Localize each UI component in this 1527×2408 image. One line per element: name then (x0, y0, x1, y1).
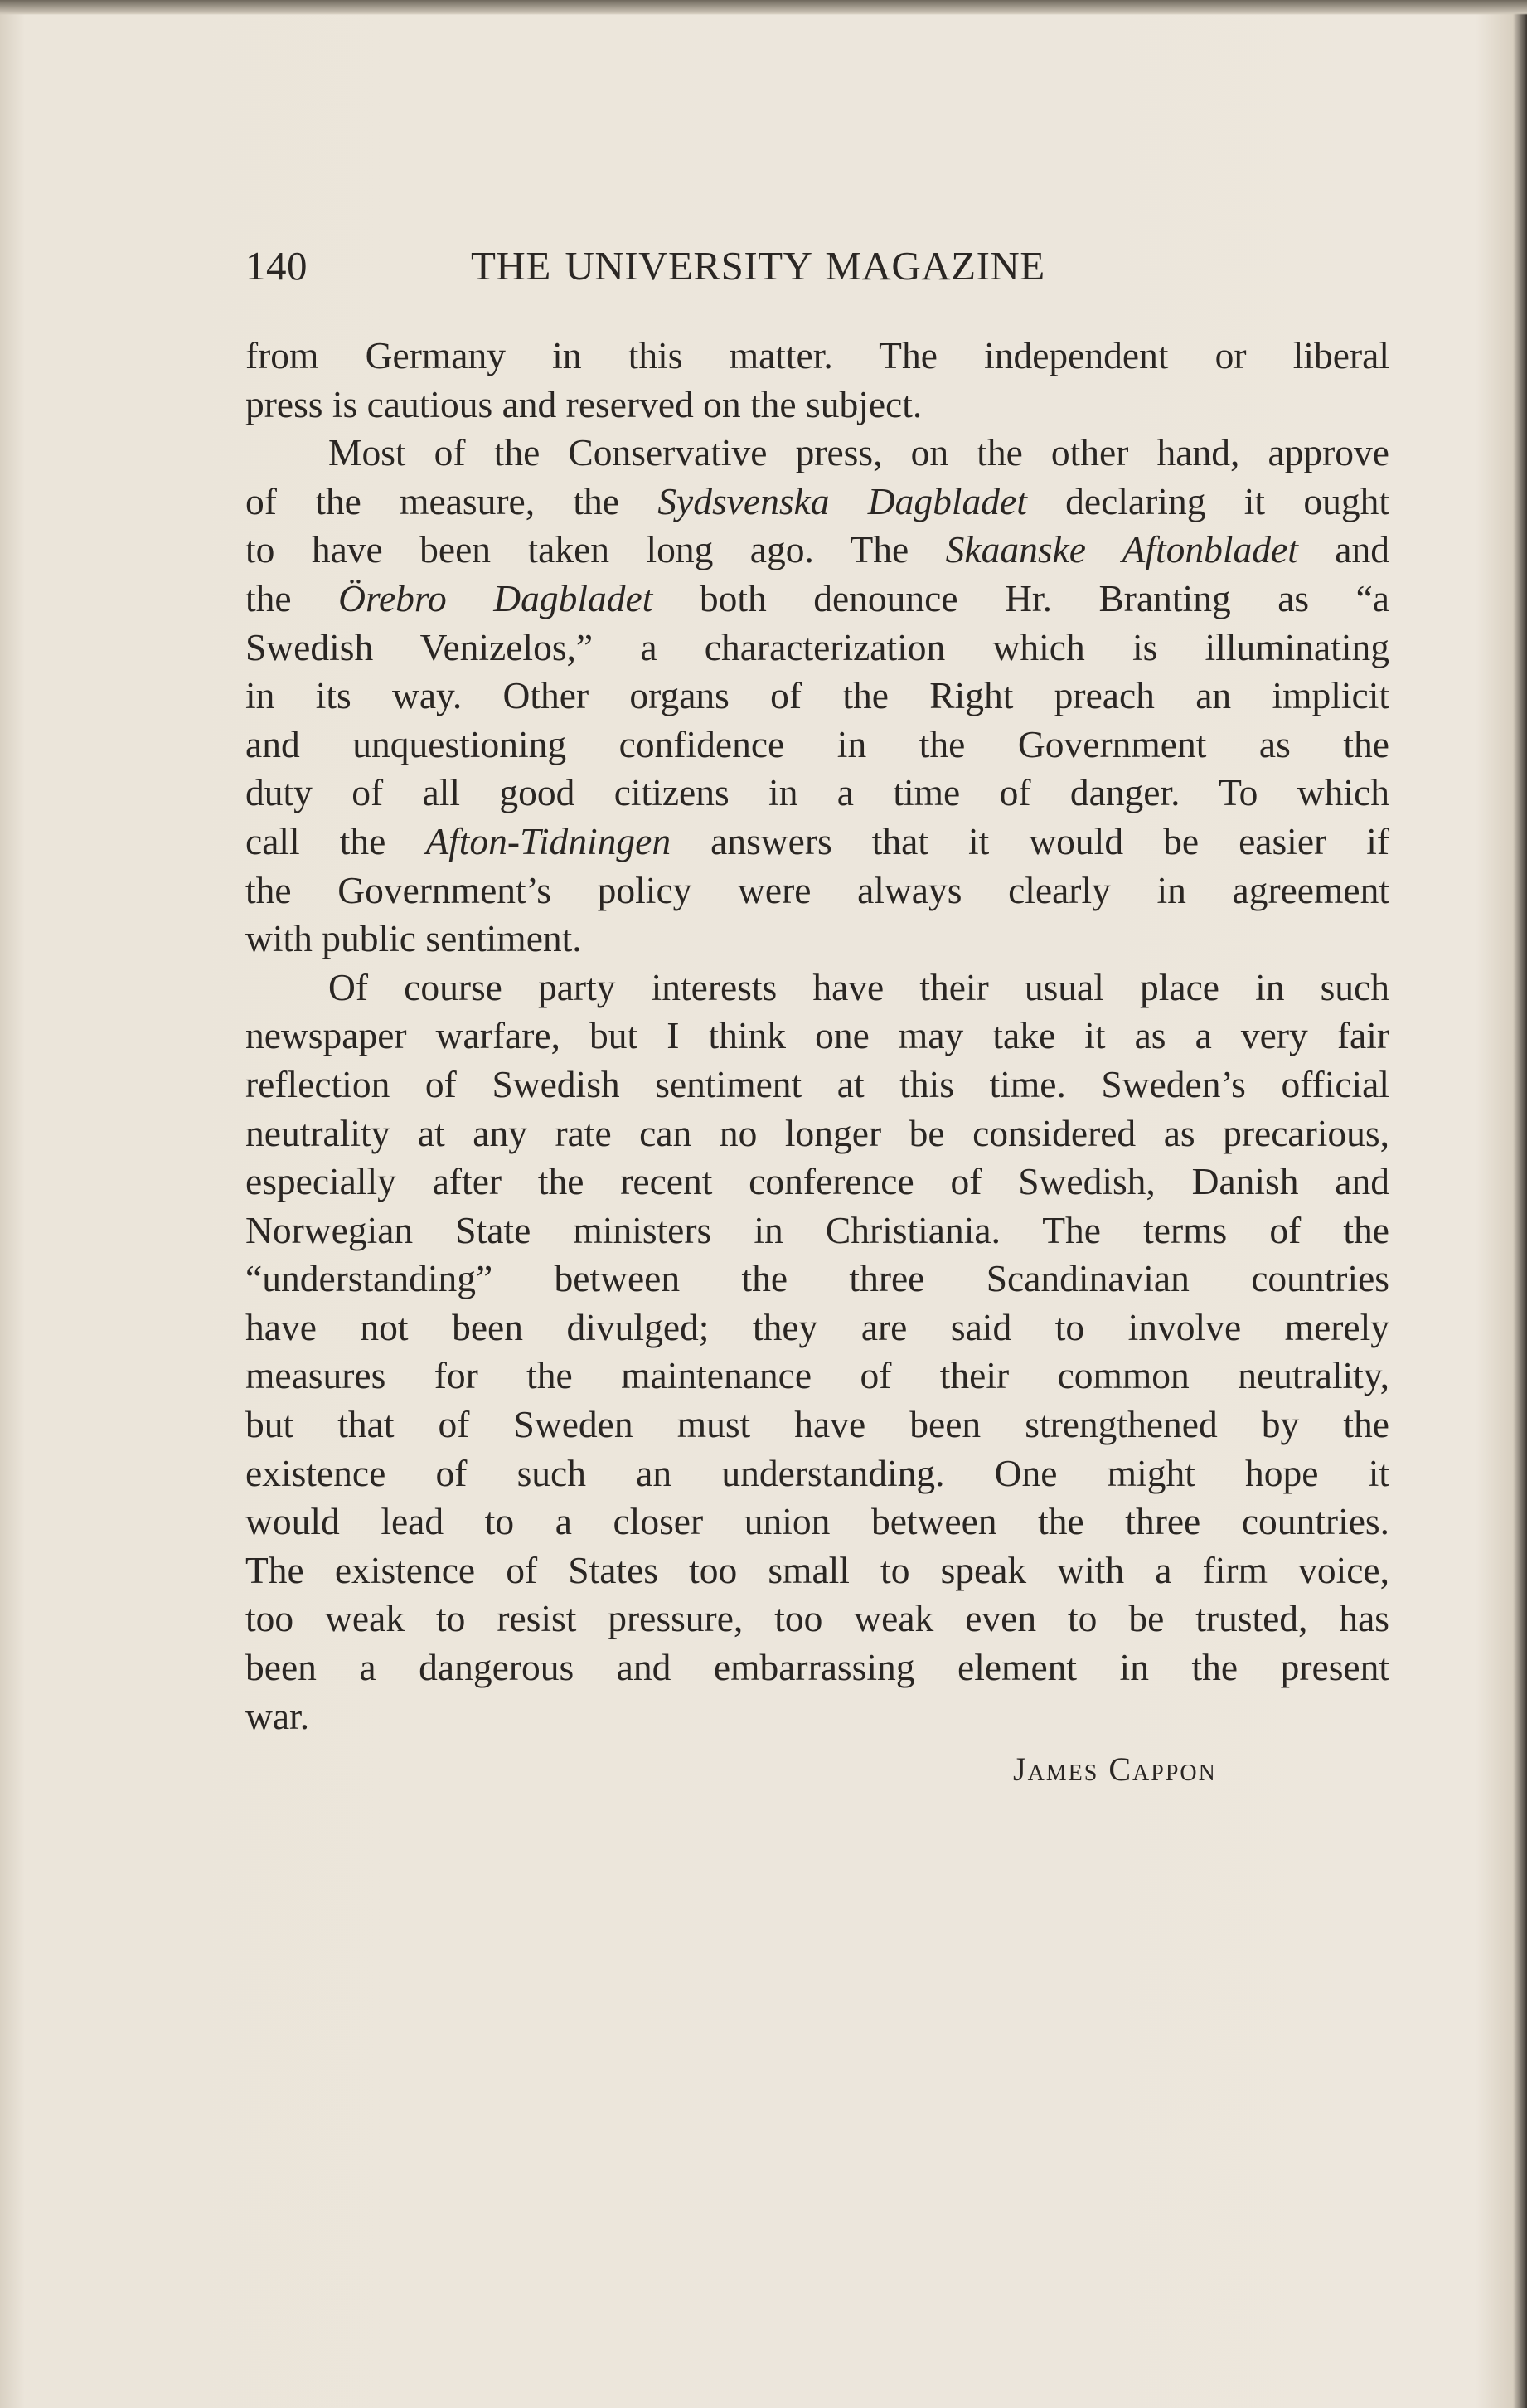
italic-title: Skaanske Aftonbladet (945, 528, 1298, 571)
text-line (245, 1061, 1389, 1109)
text-run: neutrality at any rate can no longer be considered as precarious, (245, 1111, 1389, 1154)
text-run: have not been divulged; they are said to involve merely (245, 1305, 1389, 1348)
text-line (245, 1643, 1389, 1692)
text-run: would lead to a closer union between the three countries. (245, 1500, 1389, 1543)
text-run: answers that it would be easier if (671, 819, 1389, 862)
text-line (245, 672, 1389, 721)
text-run: declaring it ought (1026, 479, 1389, 522)
text-line (245, 1498, 1389, 1546)
running-title: THE UNIVERSITY MAGAZINE (471, 243, 1045, 289)
text-line (245, 1012, 1389, 1061)
text-run: and unquestioning confidence in the Government as the (245, 722, 1389, 765)
text-line (245, 1449, 1389, 1498)
text-run: in its way. Other organs of the Right preach an implicit (245, 674, 1389, 717)
text-line (245, 1255, 1389, 1304)
text-line (245, 429, 1389, 478)
text-line (245, 1158, 1389, 1206)
text-line (245, 1401, 1389, 1449)
page-number: 140 (245, 243, 308, 289)
text-run: The existence of States too small to speak with a firm voice, (245, 1548, 1389, 1591)
text-run: with public sentiment. (245, 917, 582, 960)
text-run: existence of such an understanding. One might hope it (245, 1451, 1389, 1494)
italic-title: Sydsvenska Dagbladet (657, 479, 1027, 522)
text-run: Swedish Venizelos,” a characterization which is illuminating (245, 625, 1389, 668)
text-line (245, 769, 1389, 818)
text-run: reflection of Swedish sentiment at this time. Sweden’s official (245, 1062, 1389, 1105)
text-run: and (1297, 528, 1389, 571)
text-line (245, 915, 1389, 964)
text-run: from Germany in this matter. The independent or liberal (245, 334, 1389, 376)
text-run: “understanding” between the three Scandinavian countries (245, 1257, 1389, 1300)
text-run: measures for the maintenance of their common neutrality, (245, 1354, 1389, 1397)
text-run: Of course party interests have their usual place in such (328, 965, 1389, 1008)
text-line (245, 381, 1389, 430)
text-line (245, 1304, 1389, 1352)
text-run: call the (245, 819, 426, 862)
text-run: of the measure, the (245, 479, 658, 522)
text-line (245, 624, 1389, 672)
text-line (245, 721, 1389, 769)
text-run: the Government’s policy were always clearly in agreement (245, 868, 1389, 911)
italic-title: Afton-Tidningen (425, 819, 671, 862)
text-run: both denounce Hr. Branting as “a (652, 576, 1390, 619)
text-run: especially after the recent conference of Swedish, Danish and (245, 1160, 1389, 1203)
text-line (245, 526, 1389, 575)
text-line (245, 867, 1389, 915)
text-line (245, 1109, 1389, 1158)
text-line (245, 818, 1389, 867)
text-line (245, 1206, 1389, 1255)
italic-title: Örebro Dagbladet (338, 576, 653, 619)
text-line (245, 1546, 1389, 1595)
text-run: press is cautious and reserved on the subject. (245, 382, 923, 425)
text-run: the (245, 576, 339, 619)
text-line (245, 1352, 1389, 1401)
text-line (245, 332, 1389, 381)
text-run: too weak to resist pressure, too weak even to be trusted, has (245, 1597, 1389, 1640)
text-run: newspaper warfare, but I think one may take it as a very fair (245, 1014, 1389, 1057)
text-line (245, 964, 1389, 1012)
text-line (245, 478, 1389, 527)
text-run: duty of all good citizens in a time of danger. To which (245, 771, 1389, 814)
text-line (245, 1692, 1389, 1741)
text-line (245, 575, 1389, 624)
text-run: Most of the Conservative press, on the other hand, approve (328, 431, 1389, 474)
text-run: been a dangerous and embarrassing element in the present (245, 1646, 1389, 1689)
author-signature: James Cappon (1013, 1750, 1217, 1788)
text-run: but that of Sweden must have been strengthened by the (245, 1403, 1389, 1446)
text-line (245, 1595, 1389, 1643)
article-body (245, 332, 1389, 1740)
text-run: Norwegian State ministers in Christiania. The terms of the (245, 1208, 1389, 1251)
text-run: to have been taken long ago. The (245, 528, 946, 571)
text-run: war. (245, 1694, 310, 1737)
